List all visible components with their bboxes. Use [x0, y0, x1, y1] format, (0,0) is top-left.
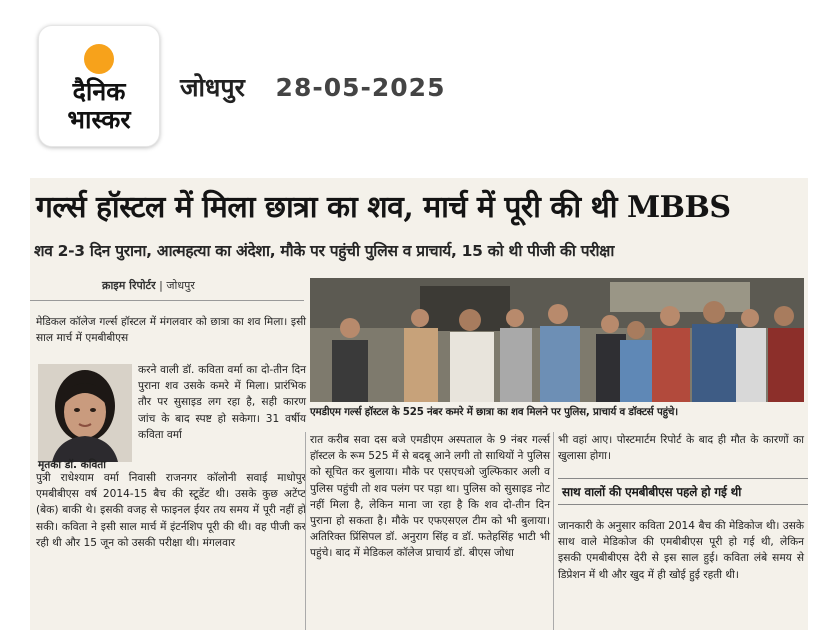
newspaper-clipping [30, 178, 808, 630]
col1-body: पुत्री राधेश्याम वर्मा निवासी राजनगर कॉलोनी सवाई माधोपुर एमबीबीएस वर्ष 2014-15 बैच की स्टूडेंट थी। उसके कुछ अटेंप्ट (बेक) बाकी थे। इसकी वजह से फाइनल ईयर तय समय में पूरी नहीं हो सकी। कविता ने इसी साल मार्च में इंटर्नशिप पूरी की थी। वह पीजी कर रही थी और 15 जून को उसकी परीक्षा थी। मंगलवार [36, 472, 306, 549]
portrait-caption: मृतका डॉ. कविता [38, 459, 107, 471]
date: 28-05-2025 [275, 73, 446, 102]
byline [102, 278, 195, 293]
logo [38, 25, 160, 147]
col2-body: रात करीब सवा दस बजे एमडीएम अस्पताल के 9 नंबर गर्ल्स हॉस्टल के रूम 525 में से बदबू आने लगी तो साथियों ने पुलिस को सूचित कर बुलाया। मौके पर एसएचओ जुल्फिकार अली व पुलिस पहुंची तो शव पलंग पर पड़ा था। पुलिस को सुसाइड नोट नहीं मिला है, लेकिन माना जा रहा है कि शव दो-तीन दिन पुराना हो सकता है। मौके पर एफएसएल टीम को भी बुलाया। अतिरिक्त प्रिंसिपल डॉ. अनुराग सिंह व डॉ. फतेहसिंह भाटी भी पहुंचे। बाद में मेडिकल कॉलेज प्राचार्य डॉ. बीएस जोधा [310, 434, 550, 560]
portrait-illustration [38, 364, 132, 462]
subheadline: शव 2-3 दिन पुराना, आत्महत्या का अंदेशा, मौके पर पहुंची पुलिस व प्राचार्य, 15 को थी पीजी की परीक्षा [34, 242, 615, 260]
byline-city: जोधपुर [166, 279, 195, 292]
sub-heading: साथ वालों की एमबीबीएस पहले हो गई थी [558, 478, 808, 505]
col3-top: भी वहां आए। पोस्टमार्टम रिपोर्ट के बाद ही मौत के कारणों का खुलासा होगा। [558, 434, 804, 463]
col1-side-text: करने वाली डॉ. कविता वर्मा का दो-तीन दिन पुराना शव उसके कमरे में मिला। प्रारंभिक तौर पर सुसाइड लग रहा है, सही कारण जांच के बाद स्पष्ट हो सकेगा। 31 वर्षीय कविता वर्मा [138, 364, 306, 441]
column-divider [305, 432, 306, 630]
sun-icon [84, 44, 114, 74]
divider [30, 300, 304, 301]
news-photo [310, 278, 804, 402]
dateline [180, 70, 445, 104]
portrait-photo [38, 364, 132, 462]
byline-desk: क्राइम रिपोर्टर [102, 279, 156, 292]
column-divider [553, 432, 554, 630]
logo-line2: भास्कर [67, 105, 131, 134]
col1-intro: मेडिकल कॉलेज गर्ल्स हॉस्टल में मंगलवार को छात्रा का शव मिला। इसी साल मार्च में एमबीबीएस [36, 316, 306, 345]
col3-body: जानकारी के अनुसार कविता 2014 बैच की मेडिकोज थी। उसके साथ वाले मेडिकोज की एमबीबीएस पूरी हो गई थी, लेकिन इसकी एमबीबीएस देरी से इस साल हुई। कविता लंबे समय से डिप्रेशन में थी और खुद में ही खोई हुई रहती थी। [558, 520, 804, 581]
headline: गर्ल्स हॉस्टल में मिला छात्रा का शव, मार्च में पूरी की थी MBBS [36, 190, 731, 225]
photo-caption: एमडीएम गर्ल्स हॉस्टल के 525 नंबर कमरे में छात्रा का शव मिलने पर पुलिस, प्राचार्य व डॉक्टर्स पहुंचे। [310, 406, 678, 418]
logo-line1: दैनिक [72, 77, 126, 106]
city: जोधपुर [180, 73, 245, 102]
byline-separator: | [159, 279, 163, 292]
news-photo-illustration [310, 278, 804, 402]
